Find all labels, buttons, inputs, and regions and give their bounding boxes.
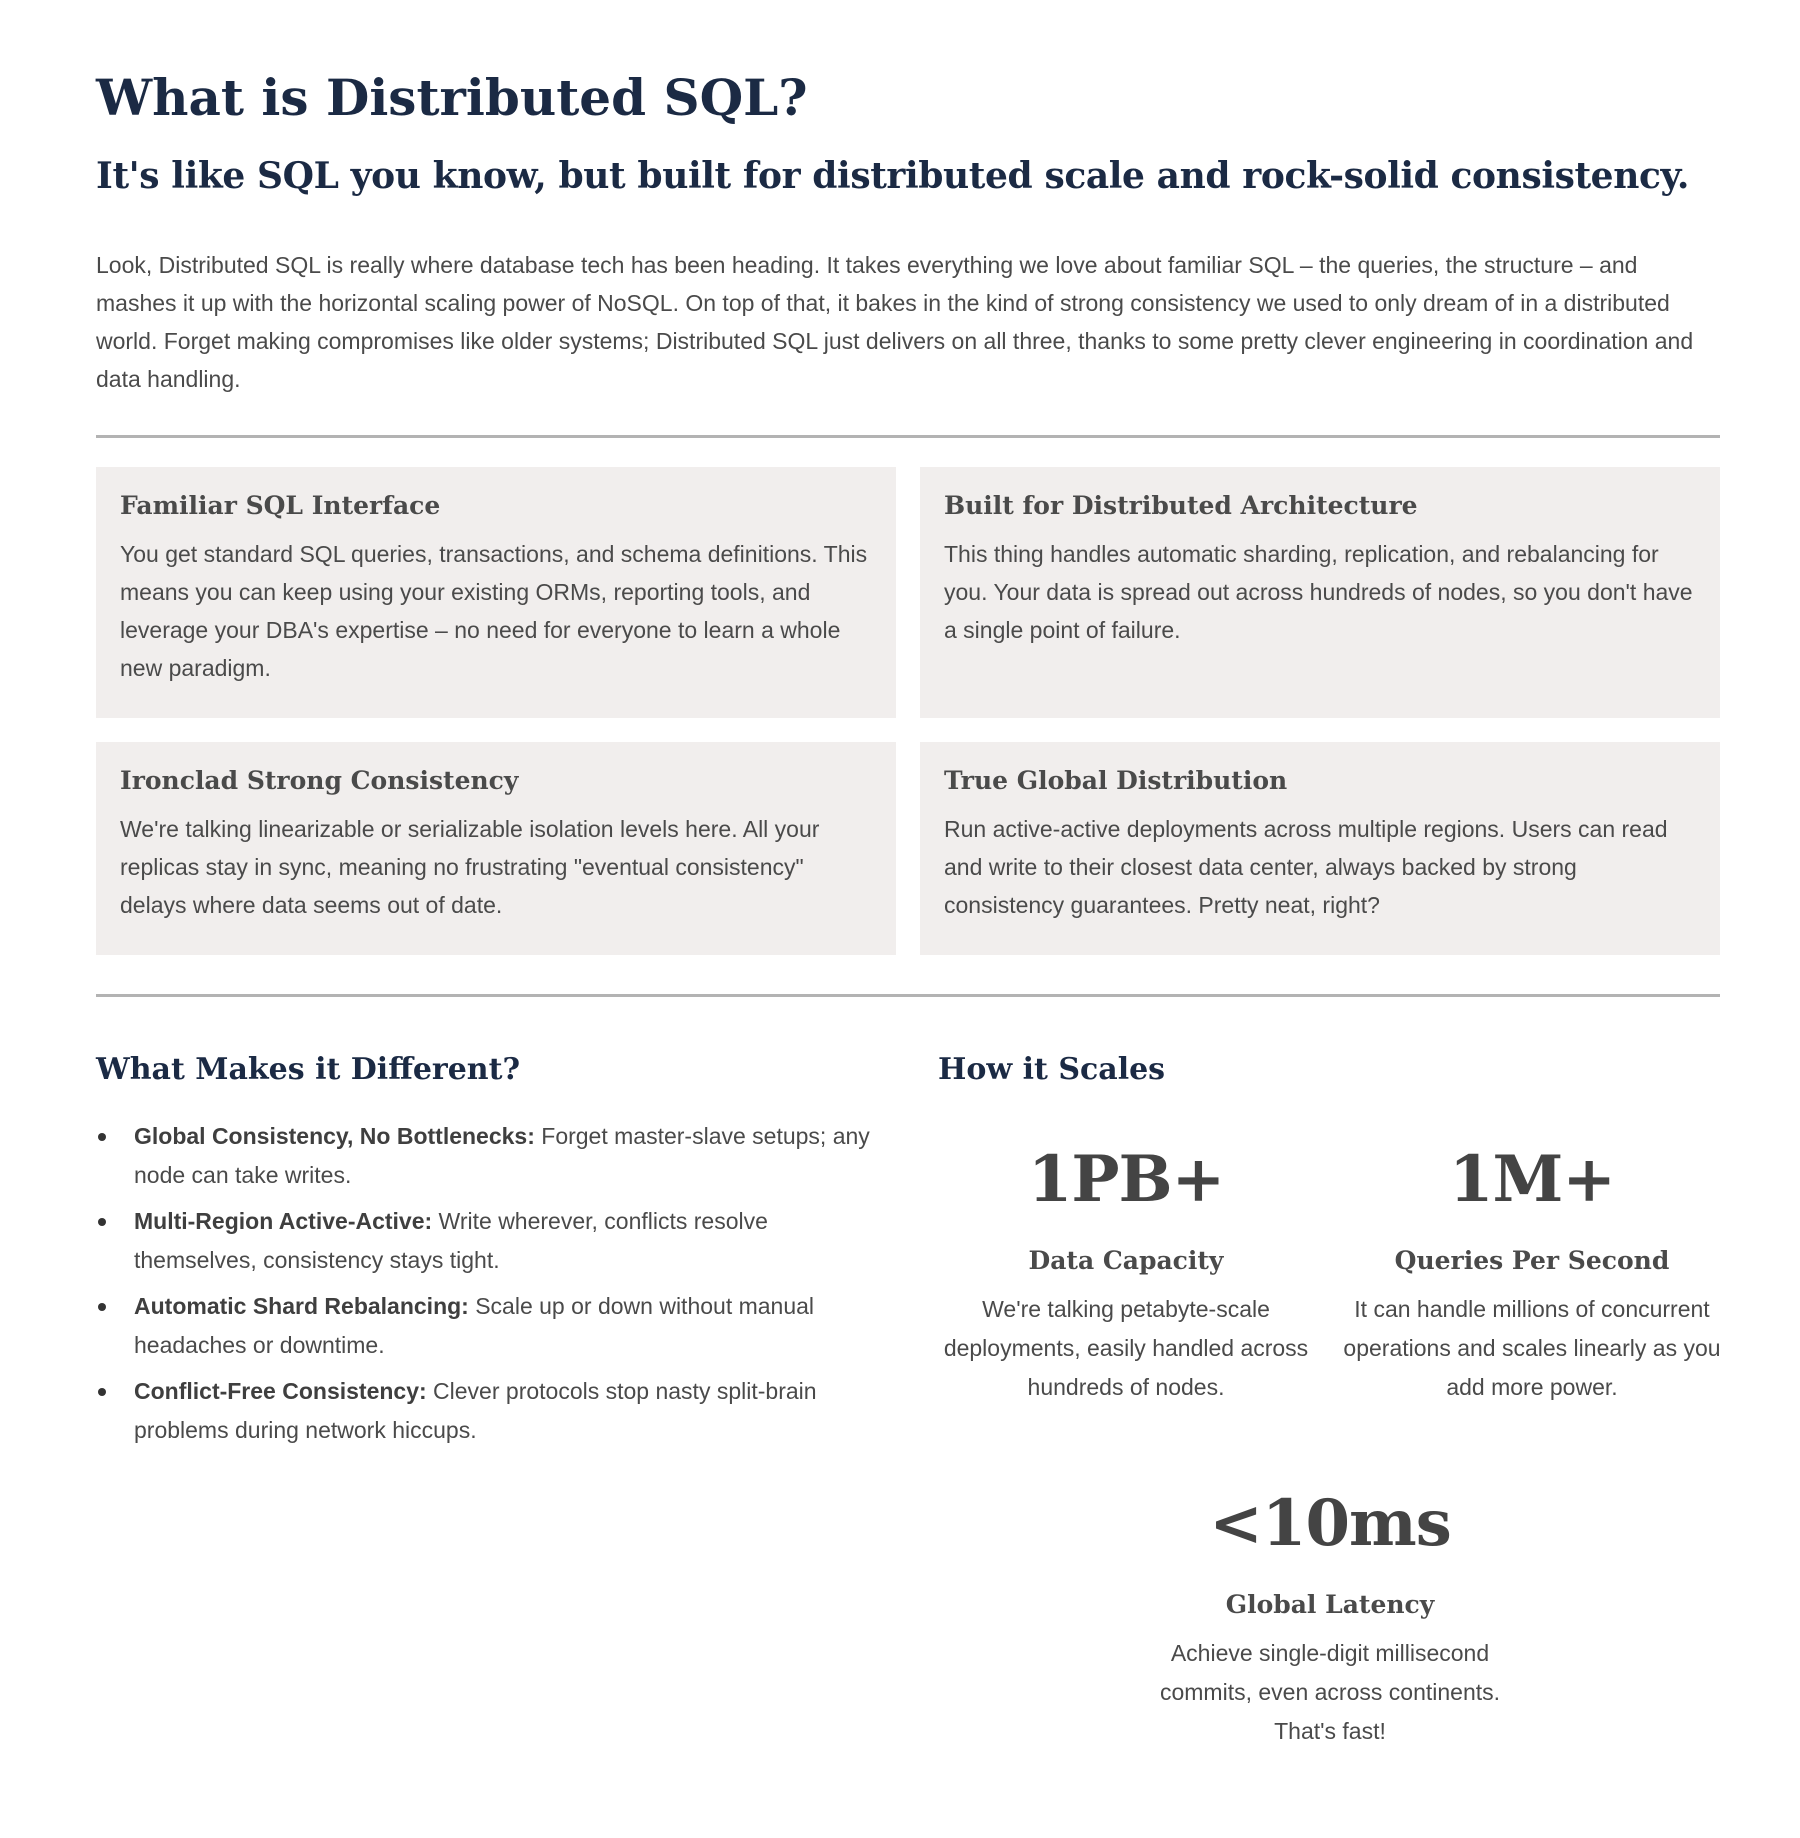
feature-card-global-distribution (920, 742, 1720, 955)
list-item (96, 1117, 886, 1195)
bullet-icon (98, 1133, 106, 1141)
feature-card-title: True Global Distribution (944, 766, 1288, 795)
list-item-bold: Global Consistency, No Bottlenecks: (134, 1123, 535, 1149)
page-subtitle: It's like SQL you know, but built for distributed scale and rock-solid consistency. (96, 155, 1690, 197)
list-item-bold: Automatic Shard Rebalancing: (134, 1293, 469, 1319)
feature-card-title: Familiar SQL Interface (120, 491, 441, 520)
list-item (96, 1287, 886, 1365)
feature-card-strong-consistency (96, 742, 896, 955)
feature-card-familiar-sql (96, 467, 896, 718)
stat-label: Global Latency (1225, 1590, 1435, 1619)
stat-value: 1M+ (1449, 1142, 1615, 1217)
list-item-bold: Conflict-Free Consistency: (134, 1378, 427, 1404)
stat-label: Queries Per Second (1394, 1246, 1670, 1275)
page-title: What is Distributed SQL? (96, 68, 808, 127)
stat-queries-per-second (1342, 1142, 1722, 1407)
intro-paragraph: Look, Distributed SQL is really where database tech has been heading. It takes everything we love about familiar SQL – the queries, the structure – and mashes it up with the horizontal scaling power of NoSQL. On top of that, it bakes in the kind of strong consistency we used to only dream of in a distributed world. Forget making compromises like older systems; Distributed SQL just delivers on all three, thanks to some pretty clever engineering in coordination and data handling. (96, 252, 1694, 392)
list-item (96, 1372, 886, 1450)
stat-global-latency (1139, 1486, 1521, 1751)
differences-heading: What Makes it Different? (96, 1052, 521, 1087)
differences-list (96, 1117, 886, 1457)
stat-description: It can handle millions of concurrent operations and scales linearly as you add more power. (1343, 1296, 1721, 1400)
divider-middle (96, 994, 1720, 997)
feature-card-title: Ironclad Strong Consistency (120, 766, 519, 795)
bullet-icon (98, 1218, 106, 1226)
list-item-bold: Multi-Region Active-Active: (134, 1208, 433, 1234)
list-item (96, 1202, 886, 1280)
feature-card-distributed-architecture (920, 467, 1720, 718)
stat-value: <10ms (1209, 1486, 1451, 1561)
bullet-icon (98, 1388, 106, 1396)
stat-data-capacity (936, 1142, 1316, 1407)
feature-card-body: Run active-active deployments across multiple regions. Users can read and write to their closest data center, always backed by strong consistency guarantees. Pretty neat, right? (944, 816, 1668, 918)
list-item-text: Clever protocols stop nasty split-brain problems during network hiccups. (134, 1378, 817, 1443)
feature-card-title: Built for Distributed Architecture (944, 491, 1418, 520)
stat-label: Data Capacity (1028, 1246, 1224, 1275)
list-item-text: Scale up or down without manual headaches or downtime. (134, 1293, 815, 1358)
feature-card-body: We're talking linearizable or serializable isolation levels here. All your replicas stay in sync, meaning no frustrating "eventual consistency" delays where data seems out of date. (120, 816, 820, 918)
list-item-text: Forget master-slave setups; any node can take writes. (134, 1123, 870, 1188)
scales-heading: How it Scales (938, 1052, 1166, 1087)
stat-description: We're talking petabyte-scale deployments, easily handled across hundreds of nodes. (943, 1296, 1309, 1400)
stat-description: Achieve single-digit millisecond commits, even across continents. That's fast! (1159, 1640, 1501, 1744)
bullet-icon (98, 1303, 106, 1311)
feature-card-body: This thing handles automatic sharding, replication, and rebalancing for you. Your data is spread out across hundreds of nodes, so you don't have a single point of failure. (944, 541, 1693, 643)
divider-top (96, 435, 1720, 438)
list-item-text: Write wherever, conflicts resolve themselves, consistency stays tight. (134, 1208, 768, 1273)
feature-card-body: You get standard SQL queries, transactions, and schema definitions. This means you can keep using your existing ORMs, reporting tools, and leverage your DBA's expertise – no need for everyone to learn a whole new paradigm. (120, 541, 868, 681)
stat-value: 1PB+ (1027, 1142, 1225, 1217)
